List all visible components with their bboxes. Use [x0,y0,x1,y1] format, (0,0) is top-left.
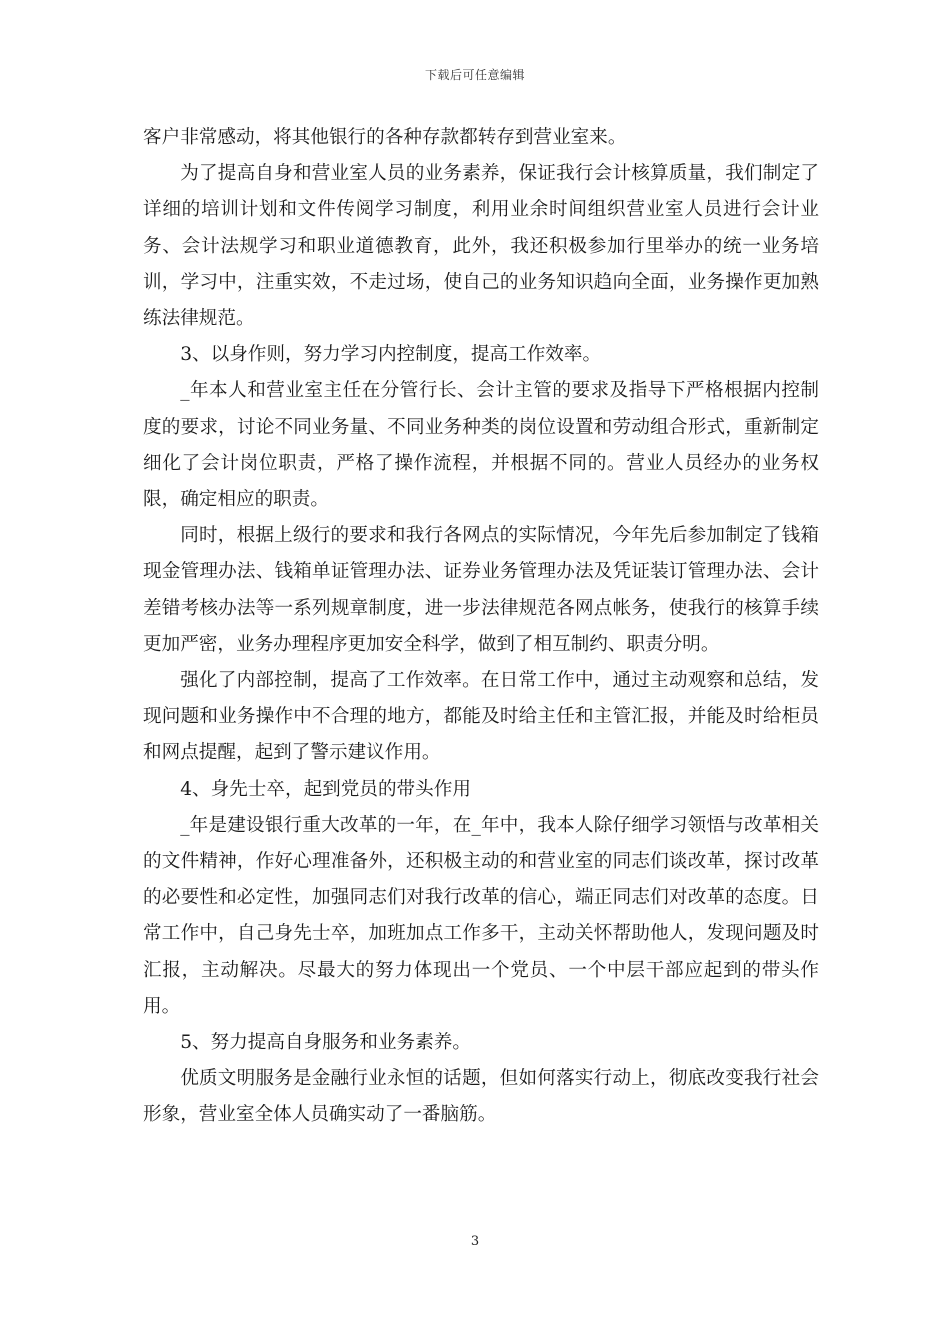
paragraph: 优质文明服务是金融行业永恒的话题，但如何落实行动上，彻底改变我行社会形象，营业室全体人员确实动了一番脑筋。 [143,1068,819,1126]
page-header: 下载后可任意编辑 [424,68,525,82]
page-number: 3 [470,1234,480,1249]
paragraph: _年是建设银行重大改革的一年，在_年中，我本人除仔细学习领悟与改革相关的文件精神，作好心理准备外，还积极主动的和营业室的同志们谈改革，探讨改革的必要性和必定性，加强同志们对我行改革的信心，端正同志们对改革的态度。日常工作中，自己身先士卒，加班加点工作多干，主动关怀帮助他人，发现问题及时汇报，主动解决。尽最大的努力体现出一个党员、一个中层干部应起到的带头作用。 [143,814,819,1017]
section-heading: 3、以身作则，努力学习内控制度，提高工作效率。 [180,344,602,366]
paragraph: 为了提高自身和营业室人员的业务素养，保证我行会计核算质量，我们制定了详细的培训计划和文件传阅学习制度，利用业余时间组织营业室人员进行会计业务、会计法规学习和职业道德教育，此外，我还积极参加行里举办的统一业务培训，学习中，注重实效，不走过场，使自己的业务知识趋向全面，业务操作更加熟练法律规范。 [143,163,819,330]
section-heading: 5、努力提高自身服务和业务素养。 [180,1032,471,1054]
section-heading: 4、身先士卒，起到党员的带头作用 [180,778,471,800]
paragraph: _年本人和营业室主任在分管行长、会计主管的要求及指导下严格根据内控制度的要求，讨论不同业务量、不同业务种类的岗位设置和劳动组合形式，重新制定细化了会计岗位职责，严格了操作流程，并根据不同的。营业人员经办的业务权限，确定相应的职责。 [143,380,819,511]
document-body [143,120,819,1134]
paragraph: 同时，根据上级行的要求和我行各网点的实际情况，今年先后参加制定了钱箱现金管理办法、钱箱单证管理办法、证券业务管理办法及凭证装订管理办法、会计差错考核办法等一系列规章制度，进一步法律规范各网点帐务，使我行的核算手续更加严密，业务办理程序更加安全科学，做到了相互制约、职责分明。 [143,525,819,655]
paragraph: 客户非常感动，将其他银行的各种存款都转存到营业室来。 [143,127,627,148]
paragraph: 强化了内部控制，提高了工作效率。在日常工作中，通过主动观察和总结，发现问题和业务操作中不合理的地方，都能及时给主任和主管汇报，并能及时给柜员和网点提醒，起到了警示建议作用。 [143,670,819,764]
